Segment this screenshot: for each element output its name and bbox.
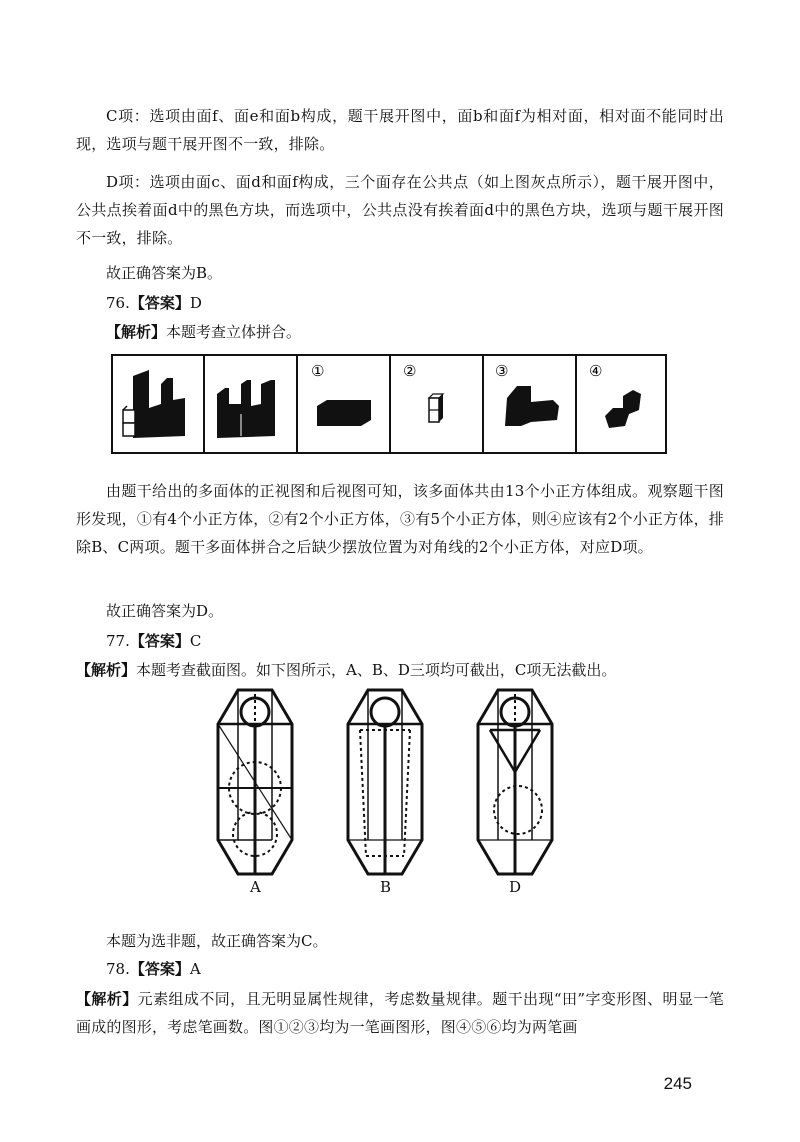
- option-2-shape: [429, 394, 443, 422]
- q78-analysis-text: 元素组成不同，且无明显属性规律，考虑数量规律。题干出现“田”字变形图、明显一笔画成的图形，考虑笔画数。图①②③均为一笔画图形，图④⑤⑥均为两笔画: [76, 990, 724, 1036]
- q77-answer-label: 【答案】: [129, 632, 190, 650]
- option-3-shape: [505, 386, 559, 426]
- q78-answer-value: A: [189, 960, 201, 978]
- option-4-label: ④: [589, 362, 603, 380]
- front-view-shape: [123, 370, 185, 438]
- option-1-shape: [317, 400, 371, 426]
- q77-answer-value: C: [189, 632, 202, 650]
- q77-answer-line: [106, 627, 724, 655]
- paragraph-answer-75: 故正确答案为B。: [106, 264, 223, 282]
- q76-answer-line: [106, 289, 724, 317]
- paragraph-answer-76: 故正确答案为D。: [106, 602, 224, 620]
- option-4-shape: [605, 390, 641, 428]
- option-2-label: ②: [403, 362, 417, 380]
- q76-analysis-text: 本题考查立体拼合。: [166, 323, 302, 341]
- prism-d-label: D: [509, 878, 522, 896]
- option-1-label: ①: [311, 362, 325, 380]
- q76-answer-label: 【答案】: [129, 294, 190, 312]
- q78-answer-line: [106, 955, 724, 983]
- paragraph-76-explanation: 由题干给出的多面体的正视图和后视图可知，该多面体共由13个小正方体组成。观察题干图形发现，①有4个小正方体，②有2个小正方体，③有5个小正方体，则④应该有2个小正方体，排除B、C两项。题干多面体拼合之后缺少摆放位置为对角线的2个小正方体，对应D项。: [76, 482, 724, 556]
- q76-answer-value: D: [189, 294, 202, 312]
- option-3-label: ③: [495, 362, 509, 380]
- q78-answer-label: 【答案】: [129, 960, 190, 978]
- prism-b: [348, 690, 422, 874]
- q76-number: 76.: [106, 294, 130, 312]
- prism-d: [478, 690, 552, 874]
- q76-analysis-label: 【解析】: [106, 323, 167, 341]
- prism-b-label: B: [380, 878, 392, 896]
- prism-a: [218, 690, 292, 874]
- paragraph-77-explanation: 本题为选非题，故正确答案为C。: [106, 932, 328, 950]
- paragraph-d-option: D项：选项由面c、面d和面f构成，三个面存在公共点（如上图灰点所示），题干展开图中，公共点挨着面d中的黑色方块，而选项中，公共点没有挨着面d中的黑色方块，选项与题干展开图不一致，排除。: [76, 173, 724, 247]
- q77-number: 77.: [106, 632, 130, 650]
- q76-analysis-line: [106, 318, 724, 346]
- figure-cross-sections: [200, 680, 580, 900]
- paragraph-c-option: C项：选项由面f、面e和面b构成，题干展开图中，面b和面f为相对面，相对面不能同时出现，选项与题干展开图不一致，排除。: [76, 107, 724, 153]
- q78-analysis-label: 【解析】: [76, 990, 138, 1008]
- q78-analysis-paragraph: [76, 985, 724, 1041]
- q77-analysis-text: 本题考查截面图。如下图所示，A、B、D三项均可截出，C项无法截出。: [136, 661, 617, 679]
- q77-analysis-label: 【解析】: [76, 661, 137, 679]
- page-number: 245: [663, 1074, 692, 1093]
- q78-number: 78.: [106, 960, 130, 978]
- figure-solid-assembly: [111, 354, 667, 454]
- back-view-shape: [217, 380, 275, 438]
- prism-a-label: A: [250, 878, 261, 896]
